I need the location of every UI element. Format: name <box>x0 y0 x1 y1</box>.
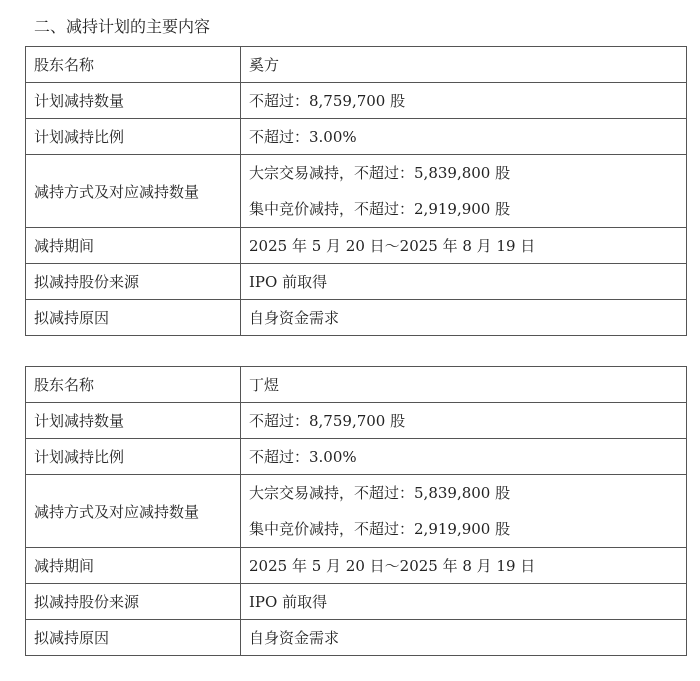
value-reduction-period: 2025 年 5 月 20 日～2025 年 8 月 19 日 <box>241 228 687 264</box>
label-share-source: 拟减持股份来源 <box>26 264 241 300</box>
label-reduction-period: 减持期间 <box>26 548 241 584</box>
value-reduction-method <box>241 155 687 228</box>
label-reduction-period: 减持期间 <box>26 228 241 264</box>
value-reduction-reason: 自身资金需求 <box>241 620 687 656</box>
row-reduction-period <box>26 548 687 584</box>
value-shareholder-name: 丁煜 <box>241 367 687 403</box>
section-title: 二、减持计划的主要内容 <box>34 17 211 36</box>
row-shareholder-name <box>26 47 687 83</box>
label-reduction-method: 减持方式及对应减持数量 <box>26 155 241 228</box>
label-reduction-reason: 拟减持原因 <box>26 300 241 336</box>
row-planned-quantity <box>26 83 687 119</box>
row-reduction-period <box>26 228 687 264</box>
method-centralized-bidding: 集中竞价减持，不超过：2,919,900 股 <box>249 200 511 218</box>
value-planned-quantity: 不超过：8,759,700 股 <box>241 83 687 119</box>
row-share-source <box>26 584 687 620</box>
label-shareholder-name: 股东名称 <box>26 367 241 403</box>
label-share-source: 拟减持股份来源 <box>26 584 241 620</box>
row-reduction-method <box>26 475 687 548</box>
label-reduction-reason: 拟减持原因 <box>26 620 241 656</box>
value-share-source: IPO 前取得 <box>241 584 687 620</box>
row-planned-ratio <box>26 439 687 475</box>
label-shareholder-name: 股东名称 <box>26 47 241 83</box>
row-planned-ratio <box>26 119 687 155</box>
row-reduction-reason <box>26 300 687 336</box>
row-reduction-method <box>26 155 687 228</box>
value-planned-quantity: 不超过：8,759,700 股 <box>241 403 687 439</box>
value-share-source: IPO 前取得 <box>241 264 687 300</box>
method-block-trade: 大宗交易减持，不超过：5,839,800 股 <box>249 484 511 502</box>
reduction-plan-table-2 <box>25 366 687 656</box>
label-planned-ratio: 计划减持比例 <box>26 439 241 475</box>
value-reduction-reason: 自身资金需求 <box>241 300 687 336</box>
method-block-trade: 大宗交易减持，不超过：5,839,800 股 <box>249 164 511 182</box>
row-reduction-reason <box>26 620 687 656</box>
value-shareholder-name: 奚方 <box>241 47 687 83</box>
label-planned-ratio: 计划减持比例 <box>26 119 241 155</box>
value-reduction-method <box>241 475 687 548</box>
value-reduction-period: 2025 年 5 月 20 日～2025 年 8 月 19 日 <box>241 548 687 584</box>
row-share-source <box>26 264 687 300</box>
method-centralized-bidding: 集中竞价减持，不超过：2,919,900 股 <box>249 520 511 538</box>
reduction-plan-table-1 <box>25 46 687 336</box>
label-planned-quantity: 计划减持数量 <box>26 403 241 439</box>
label-planned-quantity: 计划减持数量 <box>26 83 241 119</box>
value-planned-ratio: 不超过：3.00% <box>241 439 687 475</box>
row-planned-quantity <box>26 403 687 439</box>
label-reduction-method: 减持方式及对应减持数量 <box>26 475 241 548</box>
row-shareholder-name <box>26 367 687 403</box>
value-planned-ratio: 不超过：3.00% <box>241 119 687 155</box>
